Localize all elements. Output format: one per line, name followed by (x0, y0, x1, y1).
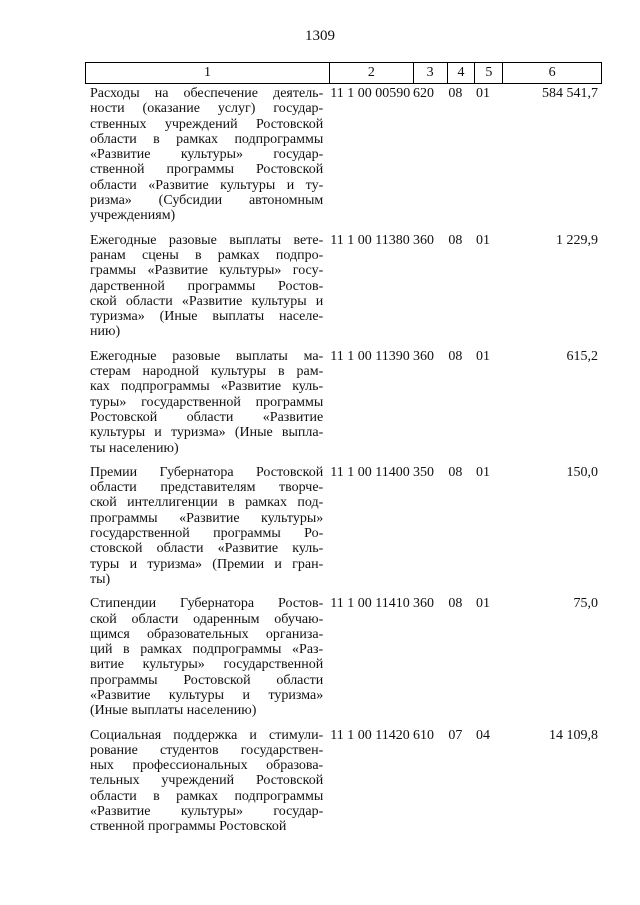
description-line: учреждениям) (90, 208, 176, 224)
description-line: тельных учреждений Ростовской (90, 773, 324, 789)
description-line: стерам народной культуры в рам- (90, 364, 324, 380)
expense-type: 620 (412, 86, 434, 101)
subsection: 01 (475, 232, 490, 248)
target-article-code: 11 1 00 11390 (330, 348, 410, 364)
section: 08 (448, 348, 463, 364)
page-number: 1309 (305, 28, 335, 44)
table-row (85, 86, 602, 224)
row-description (85, 596, 326, 718)
description-line: ций в рамках подпрограммы «Раз- (90, 642, 324, 658)
description-line: области в рамках подпрограммы (90, 131, 324, 147)
description-line: щимся образовательных организа- (90, 626, 324, 642)
description-line: ственной программы Ростовской (90, 819, 287, 835)
row-description (85, 233, 326, 340)
description-line: культуры и туризма» (Иные выпла- (90, 425, 324, 441)
table-header (85, 62, 602, 84)
header-col-4: 4 (448, 63, 476, 83)
description-line: области «Развитие культуры и ту- (90, 177, 324, 193)
amount: 1 229,9 (556, 232, 598, 248)
description-line: Премии Губернатора Ростовской (90, 464, 324, 480)
description-line: программы «Развитие культуры» (90, 510, 324, 526)
description-line: туры и туризма» (Премии и гран- (90, 556, 324, 572)
description-line: ты населению) (90, 440, 179, 456)
expense-type: 360 (412, 348, 434, 364)
description-line: «Развитие культуры и туризма» (90, 687, 324, 703)
description-line: ризма» (Субсидии автономным (90, 193, 324, 209)
expense-type: 610 (412, 727, 434, 743)
section: 08 (448, 464, 463, 480)
expense-type: 360 (412, 596, 434, 612)
row-description (85, 465, 326, 587)
description-line: рование студентов государствен- (90, 742, 324, 758)
description-line: ственных учреждений Ростовской (90, 116, 324, 132)
header-col-1: 1 (86, 63, 330, 83)
description-line: дарственной программы Ростов- (90, 278, 324, 294)
section: 08 (448, 232, 463, 248)
table-row (85, 233, 602, 340)
table-row (85, 349, 602, 456)
description-line: государственной программы Ро- (90, 526, 324, 542)
target-article-code: 11 1 00 11400 (330, 464, 410, 480)
description-line: (Иные выплаты населению) (90, 703, 257, 719)
table-body (85, 86, 602, 844)
description-line: Стипендии Губернатора Ростов- (90, 596, 324, 612)
description-line: Ежегодные разовые выплаты вете- (90, 232, 324, 248)
section: 07 (448, 727, 463, 743)
description-line: ранам сцены в рамках подпро- (90, 247, 324, 263)
description-line: Ростовской области «Развитие (90, 409, 324, 425)
target-article-code: 11 1 00 11420 (330, 727, 410, 743)
section: 08 (448, 596, 463, 612)
table-row (85, 465, 602, 587)
description-line: «Развитие культуры» государ- (90, 804, 324, 820)
subsection: 01 (475, 464, 490, 480)
amount: 584 541,7 (542, 86, 598, 101)
description-line: ской области «Развитие культуры и (90, 293, 324, 309)
amount: 615,2 (566, 348, 598, 364)
expense-type: 360 (412, 232, 434, 248)
description-line: области представителям творче- (90, 480, 324, 496)
description-line: Социальная поддержка и стимули- (90, 727, 324, 743)
section: 08 (448, 86, 463, 101)
header-col-3: 3 (414, 63, 448, 83)
target-article-code: 11 1 00 11410 (330, 596, 410, 612)
subsection: 01 (475, 596, 490, 612)
description-line: туризма» (Иные выплаты населе- (90, 309, 324, 325)
expense-type: 350 (412, 464, 434, 480)
description-line: области в рамках подпрограммы (90, 788, 324, 804)
description-line: ты) (90, 571, 111, 587)
target-article-code: 11 1 00 00590 (330, 86, 411, 101)
row-description (85, 86, 326, 224)
header-col-2: 2 (330, 63, 414, 83)
table-row (85, 596, 602, 718)
description-line: ках подпрограммы «Развитие куль- (90, 379, 324, 395)
description-line: программы Ростовской области (90, 672, 324, 688)
header-col-5: 5 (475, 63, 503, 83)
description-line: Ежегодные разовые выплаты ма- (90, 348, 324, 364)
description-line: ской области одаренным обучаю- (90, 611, 324, 627)
description-line: нию) (90, 324, 121, 340)
subsection: 01 (475, 86, 490, 101)
subsection: 04 (475, 727, 490, 743)
description-line: витие культуры» государственной (90, 657, 324, 673)
subsection: 01 (475, 348, 490, 364)
amount: 75,0 (573, 596, 598, 612)
description-line: «Развитие культуры» государ- (90, 147, 324, 163)
description-line: туры» государственной программы (90, 394, 324, 410)
target-article-code: 11 1 00 11380 (330, 232, 410, 248)
description-line: ности (оказание услуг) государ- (90, 101, 324, 117)
description-line: ской интеллигенции в рамках под- (90, 495, 324, 511)
table-row (85, 728, 602, 835)
amount: 14 109,8 (549, 727, 598, 743)
header-col-6: 6 (548, 65, 556, 80)
row-description (85, 728, 326, 835)
description-line: стовской области «Развитие куль- (90, 541, 324, 557)
description-line: граммы «Развитие культуры» госу- (90, 263, 324, 279)
description-line: ных профессиональных образова- (90, 758, 324, 774)
row-description (85, 349, 326, 456)
description-line: ственной программы Ростовской (90, 162, 324, 178)
amount: 150,0 (566, 464, 598, 480)
description-line: Расходы на обеспечение деятель- (90, 86, 324, 101)
